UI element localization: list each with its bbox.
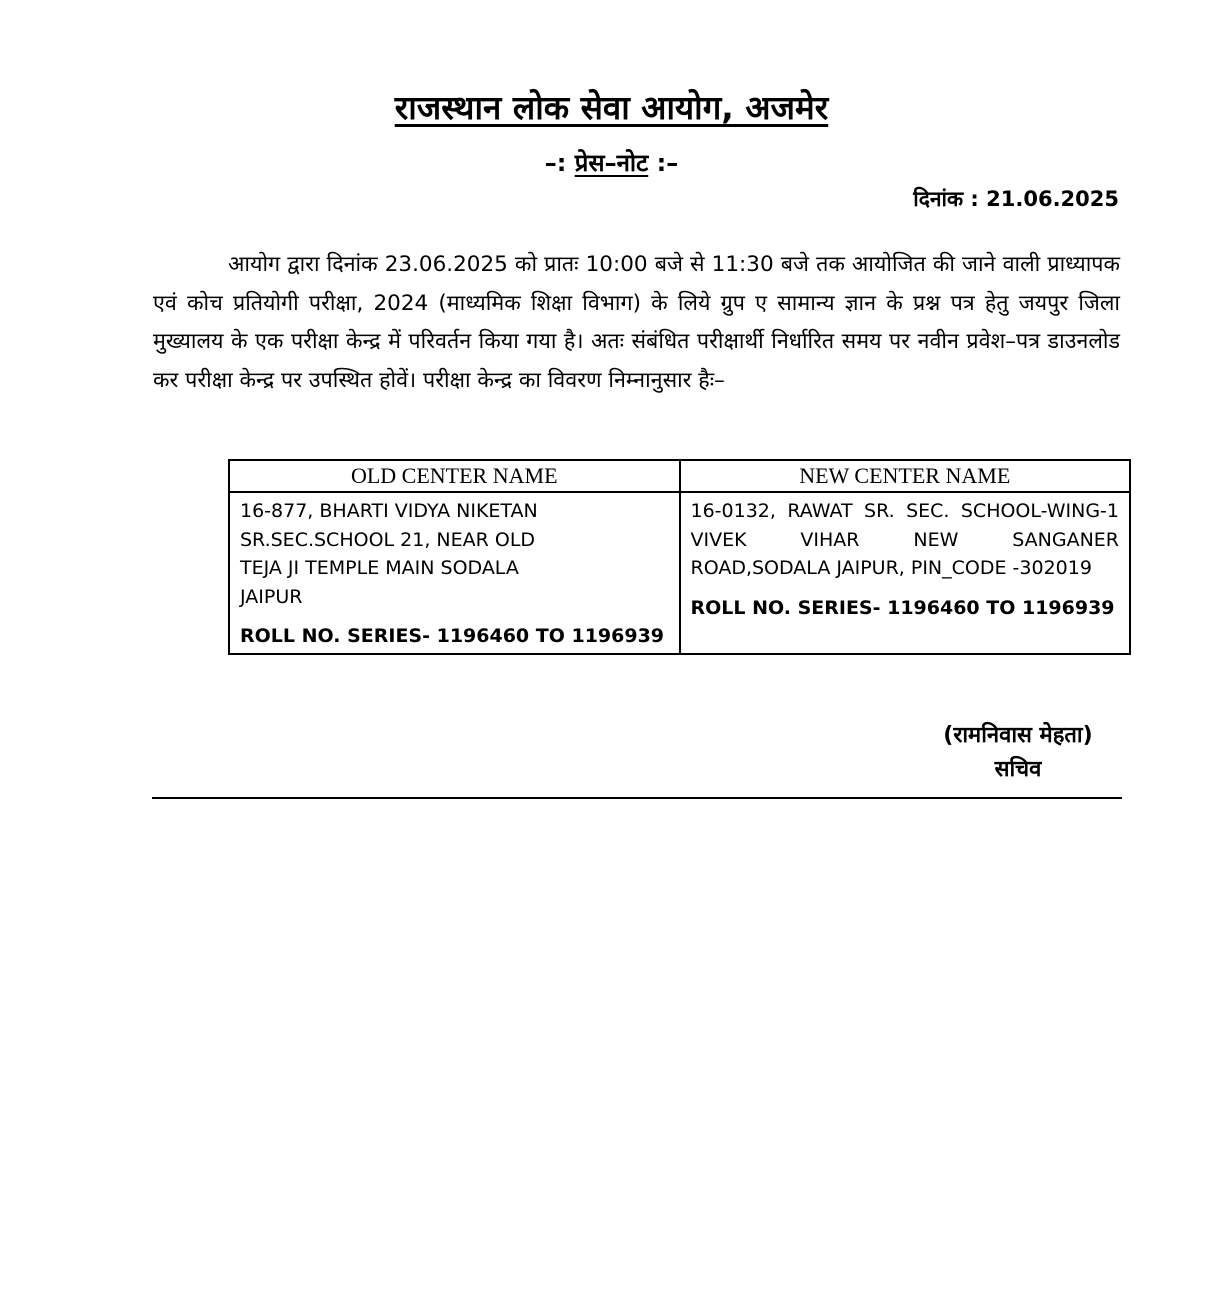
new-center-roll-series: ROLL NO. SERIES- 1196460 TO 1196939 xyxy=(690,596,1115,619)
press-note-heading xyxy=(0,146,1223,180)
center-change-table xyxy=(228,459,1131,655)
subtitle-suffix: :– xyxy=(648,149,679,177)
commission-name: राजस्थान लोक सेवा आयोग, अजमेर xyxy=(394,88,829,127)
document-title xyxy=(0,86,1223,130)
subtitle-text: प्रेस–नोट xyxy=(574,149,649,177)
table-header-row xyxy=(229,460,1130,492)
old-center-address: 16-877, BHARTI VIDYA NIKETAN SR.SEC.SCHOOL 21, NEAR OLD TEJA JI TEMPLE MAIN SODALA JAIPUR xyxy=(240,500,538,608)
signature-block xyxy=(928,719,1108,787)
old-center-header: OLD CENTER NAME xyxy=(229,460,680,492)
signatory-name: (रामनिवास मेहता) xyxy=(943,723,1093,748)
date-label: दिनांक : xyxy=(913,187,979,211)
old-center-cell xyxy=(229,492,680,654)
new-center-address: 16-0132, RAWAT SR. SEC. SCHOOL-WING-1 VIVEK VIHAR NEW SANGANER ROAD,SODALA JAIPUR, PIN_CODE -302019 xyxy=(690,500,1119,579)
bottom-divider xyxy=(152,797,1122,799)
table-row xyxy=(229,492,1130,654)
notice-paragraph: आयोग द्वारा दिनांक 23.06.2025 को प्रातः 10:00 बजे से 11:30 बजे तक आयोजित की जाने वाली प्राध्यापक एवं कोच प्रतियोगी परीक्षा, 2024 (माध्यमिक शिक्षा विभाग) के लिये ग्रुप ए सामान्य ज्ञान के प्रश्न पत्र हेतु जयपुर जिला मुख्यालय के एक परीक्षा केन्द्र में परिवर्तन किया गया है। अतः संबंधित परीक्षार्थी निर्धारित समय पर नवीन प्रवेश–पत्र डाउनलोड कर परीक्षा केन्द्र पर उपस्थित होवें। परीक्षा केन्द्र का विवरण निम्नानुसार हैः– xyxy=(153,252,1120,393)
signatory-designation: सचिव xyxy=(994,757,1042,782)
new-center-header: NEW CENTER NAME xyxy=(680,460,1131,492)
old-center-roll-series: ROLL NO. SERIES- 1196460 TO 1196939 xyxy=(240,625,665,647)
date-value: 21.06.2025 xyxy=(986,187,1119,211)
date-line xyxy=(913,184,1119,214)
new-center-cell xyxy=(680,492,1131,654)
subtitle-prefix: –: xyxy=(544,149,575,177)
